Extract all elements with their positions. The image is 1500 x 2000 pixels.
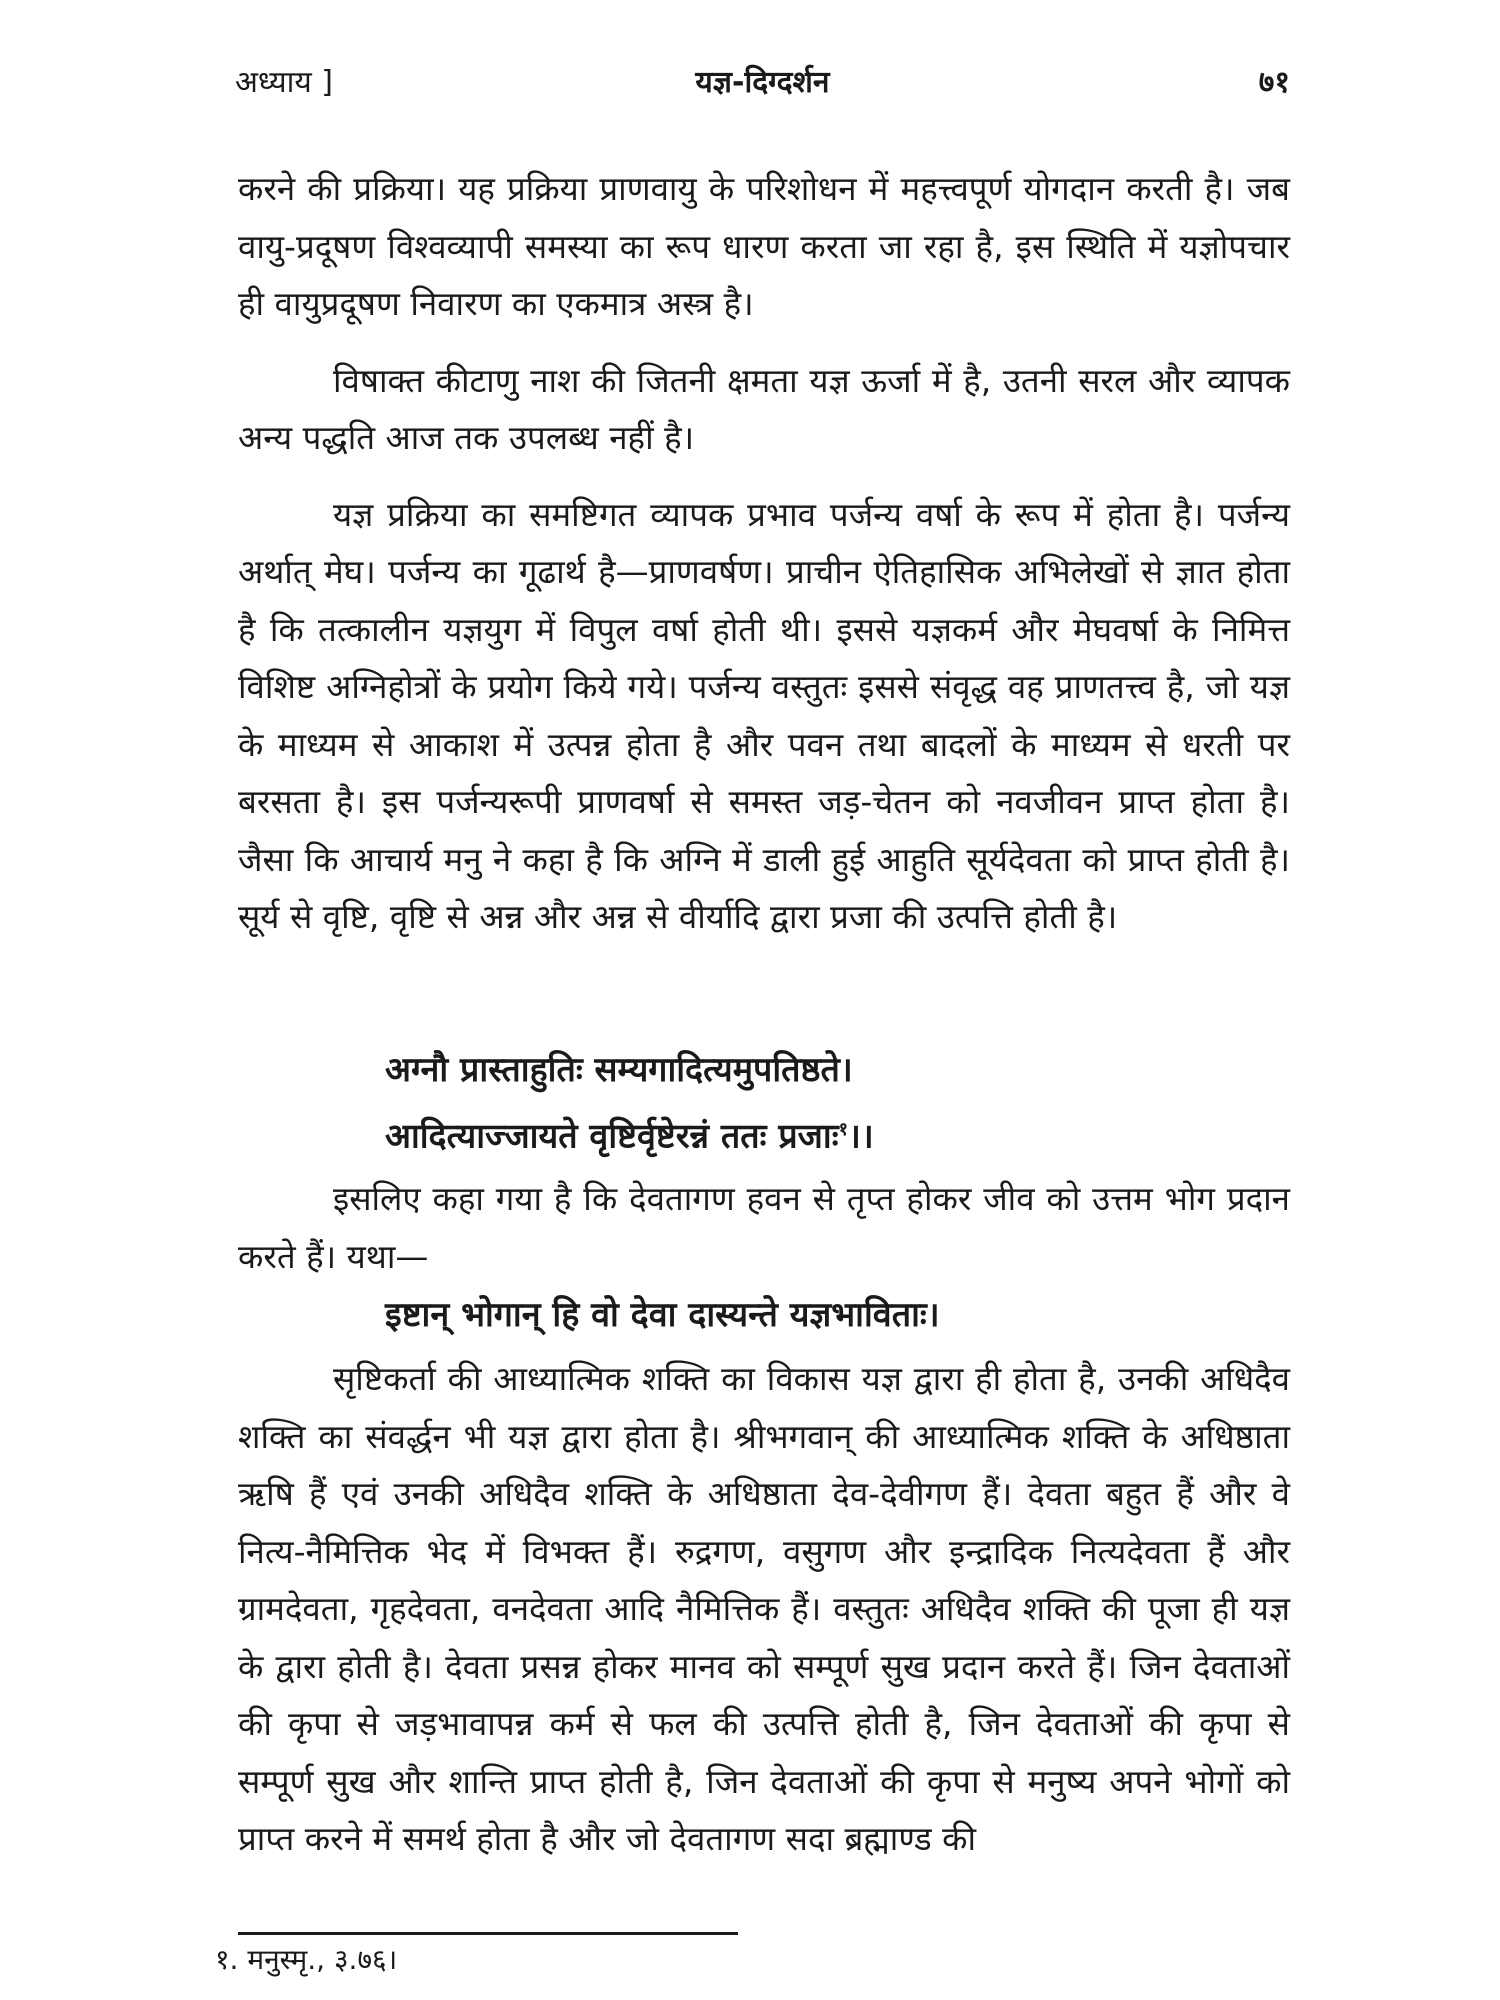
running-title: यज्ञ-दिग्दर्शन	[695, 65, 830, 100]
verse-2: इष्टान् भोगान् हि वो देवा दास्यन्ते यज्ञभाविताः।	[385, 1295, 940, 1335]
verse-1-end: ।।	[847, 1116, 874, 1157]
page-header	[235, 58, 1290, 108]
footnote-marker: १	[838, 1119, 848, 1140]
verse-1-line-2-text: आदित्याज्जायते वृष्टिर्वृष्टेरन्नं ततः प्रजाः	[385, 1116, 839, 1157]
chapter-label: अध्याय ]	[235, 65, 334, 100]
paragraph-5: सृष्टिकर्ता की आध्यात्मिक शक्ति का विकास यज्ञ द्वारा ही होता है, उनकी अधिदैव शक्ति का संवर्द्धन भी यज्ञ द्वारा होता है। श्रीभगवान् की आध्यात्मिक शक्ति के अधिष्ठाता ऋषि हैं एवं उनकी अधिदैव शक्ति के अधिष्ठाता देव-देवीगण हैं। देवता बहुत हैं और वे नित्य-नैमित्तिक भेद में विभक्त हैं। रुद्रगण, वसुगण और इन्द्रादिक नित्यदेवता हैं और ग्रामदेवता, गृहदेवता, वनदेवता आदि नैमित्तिक हैं। वस्तुतः अधिदैव शक्ति की पूजा ही यज्ञ के द्वारा होती है। देवता प्रसन्न होकर मानव को सम्पूर्ण सुख प्रदान करते हैं। जिन देवताओं की कृपा से जड़भावापन्न कर्म से फल की उत्पत्ति होती है, जिन देवताओं की कृपा से सम्पूर्ण सुख और शान्ति प्राप्त होती है, जिन देवताओं की कृपा से मनुष्य अपने भोगों को प्राप्त करने में समर्थ होता है और जो देवतागण सदा ब्रह्माण्ड की	[238, 1359, 1290, 1858]
paragraph-3: यज्ञ प्रक्रिया का समष्टिगत व्यापक प्रभाव पर्जन्य वर्षा के रूप में होता है। पर्जन्य अर्थात् मेघ। पर्जन्य का गूढार्थ है—प्राणवर्षण। प्राचीन ऐतिहासिक अभिलेखों से ज्ञात होता है कि तत्कालीन यज्ञयुग में विपुल वर्षा होती थी। इससे यज्ञकर्म और मेघवर्षा के निमित्त विशिष्ट अग्निहोत्रों के प्रयोग किये गये। पर्जन्य वस्तुतः इससे संवृद्ध वह प्राणतत्त्व है, जो यज्ञ के माध्यम से आकाश में उत्पन्न होता है और पवन तथा बादलों के माध्यम से धरती पर बरसता है। इस पर्जन्यरूपी प्राणवर्षा से समस्त जड़-चेतन को नवजीवन प्राप्त होता है। जैसा कि आचार्य मनु ने कहा है कि अग्नि में डाली हुई आहुति सूर्यदेवता को प्राप्त होती है। सूर्य से वृष्टि, वृष्टि से अन्न और अन्न से वीर्यादि द्वारा प्रजा की उत्पत्ति होती है।	[238, 494, 1290, 936]
verse-1-line-2	[385, 1100, 1385, 1166]
body-text-bottom	[238, 1350, 1290, 1868]
paragraph-4: इसलिए कहा गया है कि देवतागण हवन से तृप्त होकर जीव को उत्तम भोग प्रदान करते हैं। यथा—	[238, 1179, 1290, 1276]
page-number: ७१	[1258, 65, 1290, 100]
paragraph-1: करने की प्रक्रिया। यह प्रक्रिया प्राणवायु के परिशोधन में महत्त्वपूर्ण योगदान करती है। जब वायु-प्रदूषण विश्वव्यापी समस्या का रूप धारण करता जा रहा है, इस स्थिति में यज्ञोपचार ही वायुप्रदूषण निवारण का एकमात्र अस्त्र है।	[238, 169, 1290, 323]
footnote: १. मनुस्मृ., ३.७६।	[215, 1943, 398, 1976]
paragraph-2: विषाक्त कीटाणु नाश की जितनी क्षमता यज्ञ ऊर्जा में है, उतनी सरल और व्यापक अन्य पद्धति आज तक उपलब्ध नहीं है।	[238, 360, 1290, 457]
verse-1-line-1: अग्नौ प्रास्ताहुतिः सम्यगादित्यमुपतिष्ठते।	[385, 1050, 853, 1090]
body-text-middle	[238, 1170, 1290, 1285]
body-text-top	[238, 160, 1290, 946]
footnote-divider	[238, 1932, 738, 1935]
